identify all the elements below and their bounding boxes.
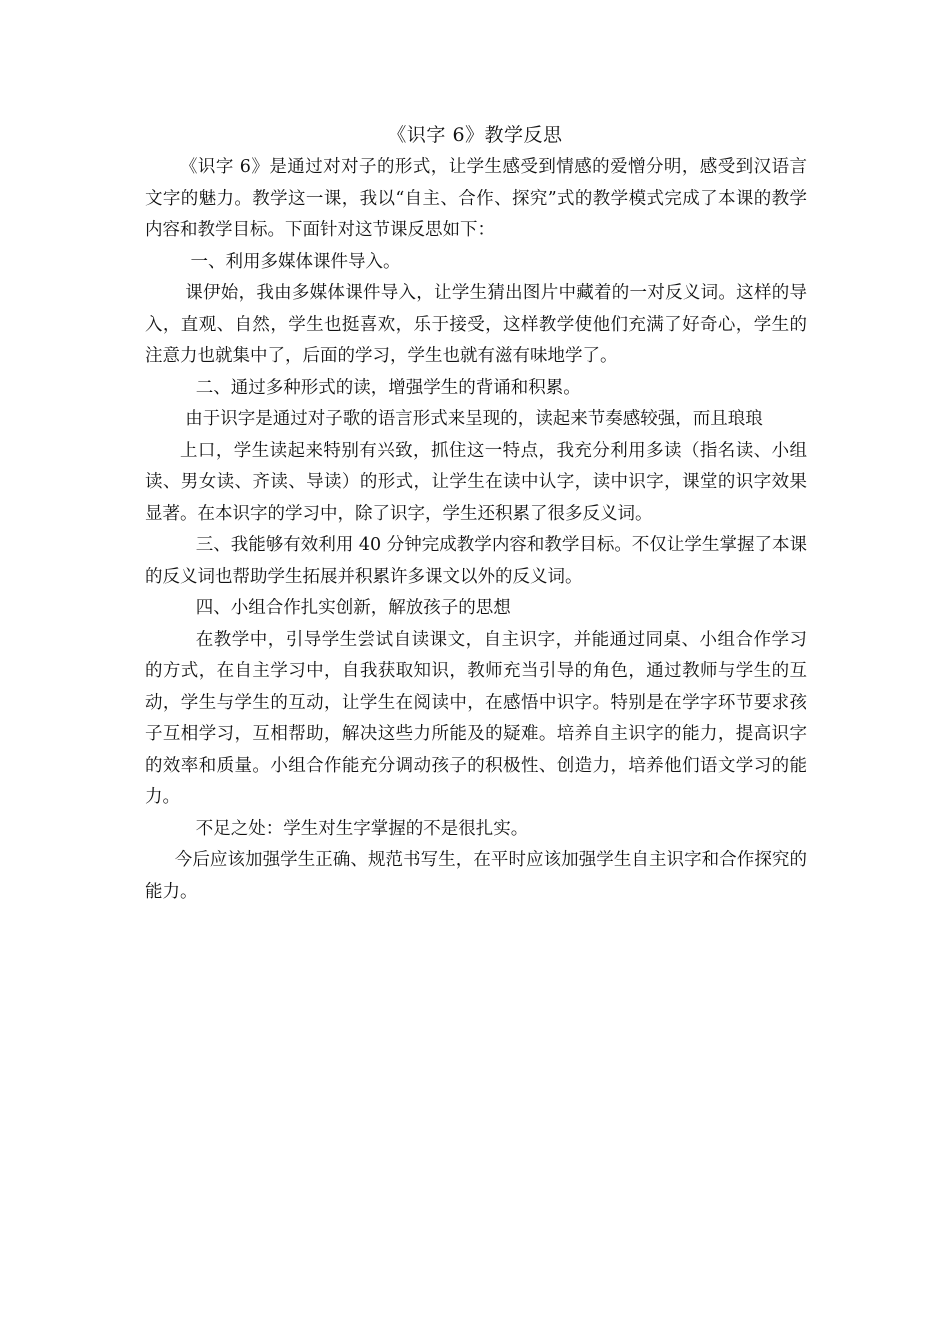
section-paragraph-2-continued: 上口，学生读起来特别有兴致，抓住这一特点，我充分利用多读（指名读、小组读、男女读、齐读、导读）的形式，让学生在读中认字，读中识字，课堂的识字效果显著。在本识字的学习中，除了识字，学生还积累了很多反义词。: [145, 440, 807, 524]
improvement-paragraph: 今后应该加强学生正确、规范书写生，在平时应该加强学生自主识字和合作探究的能力。: [145, 850, 807, 902]
section-paragraph-3: 三、我能够有效利用 40 分钟完成教学内容和教学目标。不仅让学生掌握了本课的反义词也帮助学生拓展并积累许多课文以外的反义词。: [145, 535, 807, 587]
document-title: 《识字 6》教学反思: [387, 124, 563, 146]
section-heading-2: 二、通过多种形式的读，增强学生的背诵和积累。: [195, 377, 581, 398]
section-paragraph-1: 课伊始，我由多媒体课件导入，让学生猜出图片中藏着的一对反义词。这样的导入，直观、自然，学生也挺喜欢，乐于接受，这样教学使他们充满了好奇心，学生的注意力也就集中了，后面的学习，学生也就有滋有味地学了。: [145, 283, 807, 366]
section-heading-1: 一、利用多媒体课件导入。: [190, 251, 401, 272]
document-body: [145, 152, 807, 908]
shortcoming-paragraph: 不足之处：学生对生字掌握的不是很扎实。: [195, 818, 529, 839]
intro-paragraph: 《识字 6》是通过对对子的形式，让学生感受到情感的爱憎分明，感受到汉语言文字的魅力。教学这一课，我以“自主、合作、探究”式的教学模式完成了本课的教学内容和教学目标。下面针对这节课反思如下：: [145, 157, 807, 240]
section-paragraph-4: 在教学中，引导学生尝试自读课文，自主识字，并能通过同桌、小组合作学习的方式，在自主学习中，自我获取知识，教师充当引导的角色，通过教师与学生的互动，学生与学生的互动，让学生在阅读中，在感悟中识字。特别是在学字环节要求孩子互相学习，互相帮助，解决这些力所能及的疑难。培养自主识字的能力，提高识字的效率和质量。小组合作能充分调动孩子的积极性、创造力，培养他们语文学习的能力。: [145, 629, 807, 807]
section-heading-4: 四、小组合作扎实创新，解放孩子的思想: [195, 598, 511, 618]
section-paragraph-2-line-1: 由于识字是通过对子歌的语言形式来呈现的，读起来节奏感较强，而且琅琅: [185, 409, 763, 429]
